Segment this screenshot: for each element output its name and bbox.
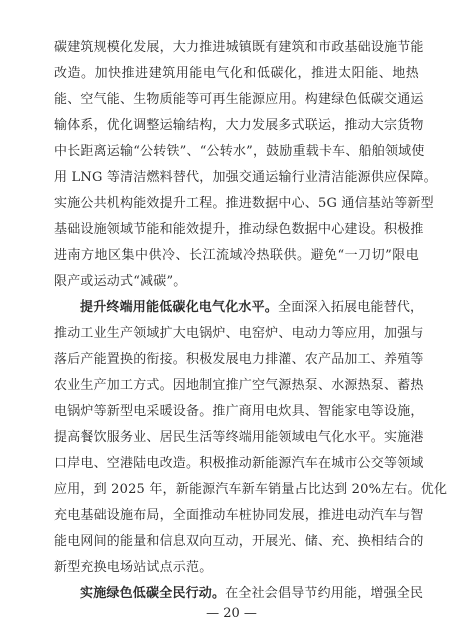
- paragraph-2-line-10: 能电网间的能量和信息双向互动，开展光、储、充、换相结合的: [54, 534, 424, 549]
- paragraph-3-heading: 实施绿色低碳全民行动。: [80, 586, 226, 601]
- paragraph-2-line-7: 口岸电、空港陆电改造。积极推动新能源汽车在城市公交等领域: [54, 456, 424, 471]
- paragraph-2-line-11: 新型充换电场站试点示范。: [54, 560, 213, 575]
- paragraph-1-line-4: 输体系，优化调整运输结构，大力发展多式联运，推动大宗货物: [54, 118, 424, 133]
- page-number: — 20 —: [206, 606, 257, 621]
- paragraph-1-line-3: 能、空气能、生物质能等可再生能源应用。构建绿色低碳交通运: [54, 92, 424, 107]
- paragraph-2-line-3: 落后产能置换的衔接。积极发展电力排灌、农产品加工、养殖等: [54, 352, 424, 367]
- paragraph-1-line-1: 碳建筑规模化发展，大力推进城镇既有建筑和市政基础设施节能: [54, 40, 424, 55]
- paragraph-1-line-2: 改造。加快推进建筑用能电气化和低碳化，推进太阳能、地热: [54, 66, 419, 81]
- paragraph-1-line-10: 限产或运动式“减碳”。: [54, 274, 187, 289]
- paragraph-2-first-line: [80, 300, 424, 316]
- paragraph-1-line-7: 实施公共机构能效提升工程。推进数据中心、5G 通信基站等新型: [54, 196, 434, 211]
- paragraph-1-line-6: 用 LNG 等清洁燃料替代，加强交通运输行业清洁能源供应保障。: [54, 170, 437, 185]
- paragraph-2-first-line-rest: 全面深入拓展电能替代，: [278, 300, 424, 315]
- paragraph-2-line-6: 提高餐饮服务业、居民生活等终端用能领域电气化水平。实施港: [54, 430, 424, 445]
- paragraph-2-line-9: 充电基础设施布局，全面推动车桩协同发展，推进电动汽车与智: [54, 508, 424, 523]
- paragraph-2-heading: 提升终端用能低碳化电气化水平。: [80, 300, 279, 315]
- paragraph-2-line-4: 农业生产加工方式。因地制宜推广空气源热泵、水源热泵、蓄热: [54, 378, 424, 393]
- paragraph-2-line-2: 推动工业生产领域扩大电锅炉、电窑炉、电动力等应用，加强与: [54, 326, 424, 341]
- paragraph-1-line-8: 基础设施领域节能和能效提升，推动绿色数据中心建设。积极推: [54, 222, 424, 237]
- paragraph-2-line-8: 应用，到 2025 年，新能源汽车新车销量占比达到 20%左右。优化: [54, 482, 448, 497]
- paragraph-1-line-9: 进南方地区集中供冷、长江流域冷热联供。避免“一刀切”限电: [54, 248, 419, 263]
- paragraph-1-line-5: 中长距离运输“公转铁”、“公转水”，鼓励重载卡车、船舶领域使: [54, 144, 425, 159]
- paragraph-2-line-5: 电锅炉等新型电采暖设备。推广商用电炊具、智能家电等设施，: [54, 404, 424, 419]
- paragraph-3-first-line-rest: 在全社会倡导节约用能，增强全民: [225, 586, 424, 601]
- paragraph-3-first-line: [80, 586, 424, 602]
